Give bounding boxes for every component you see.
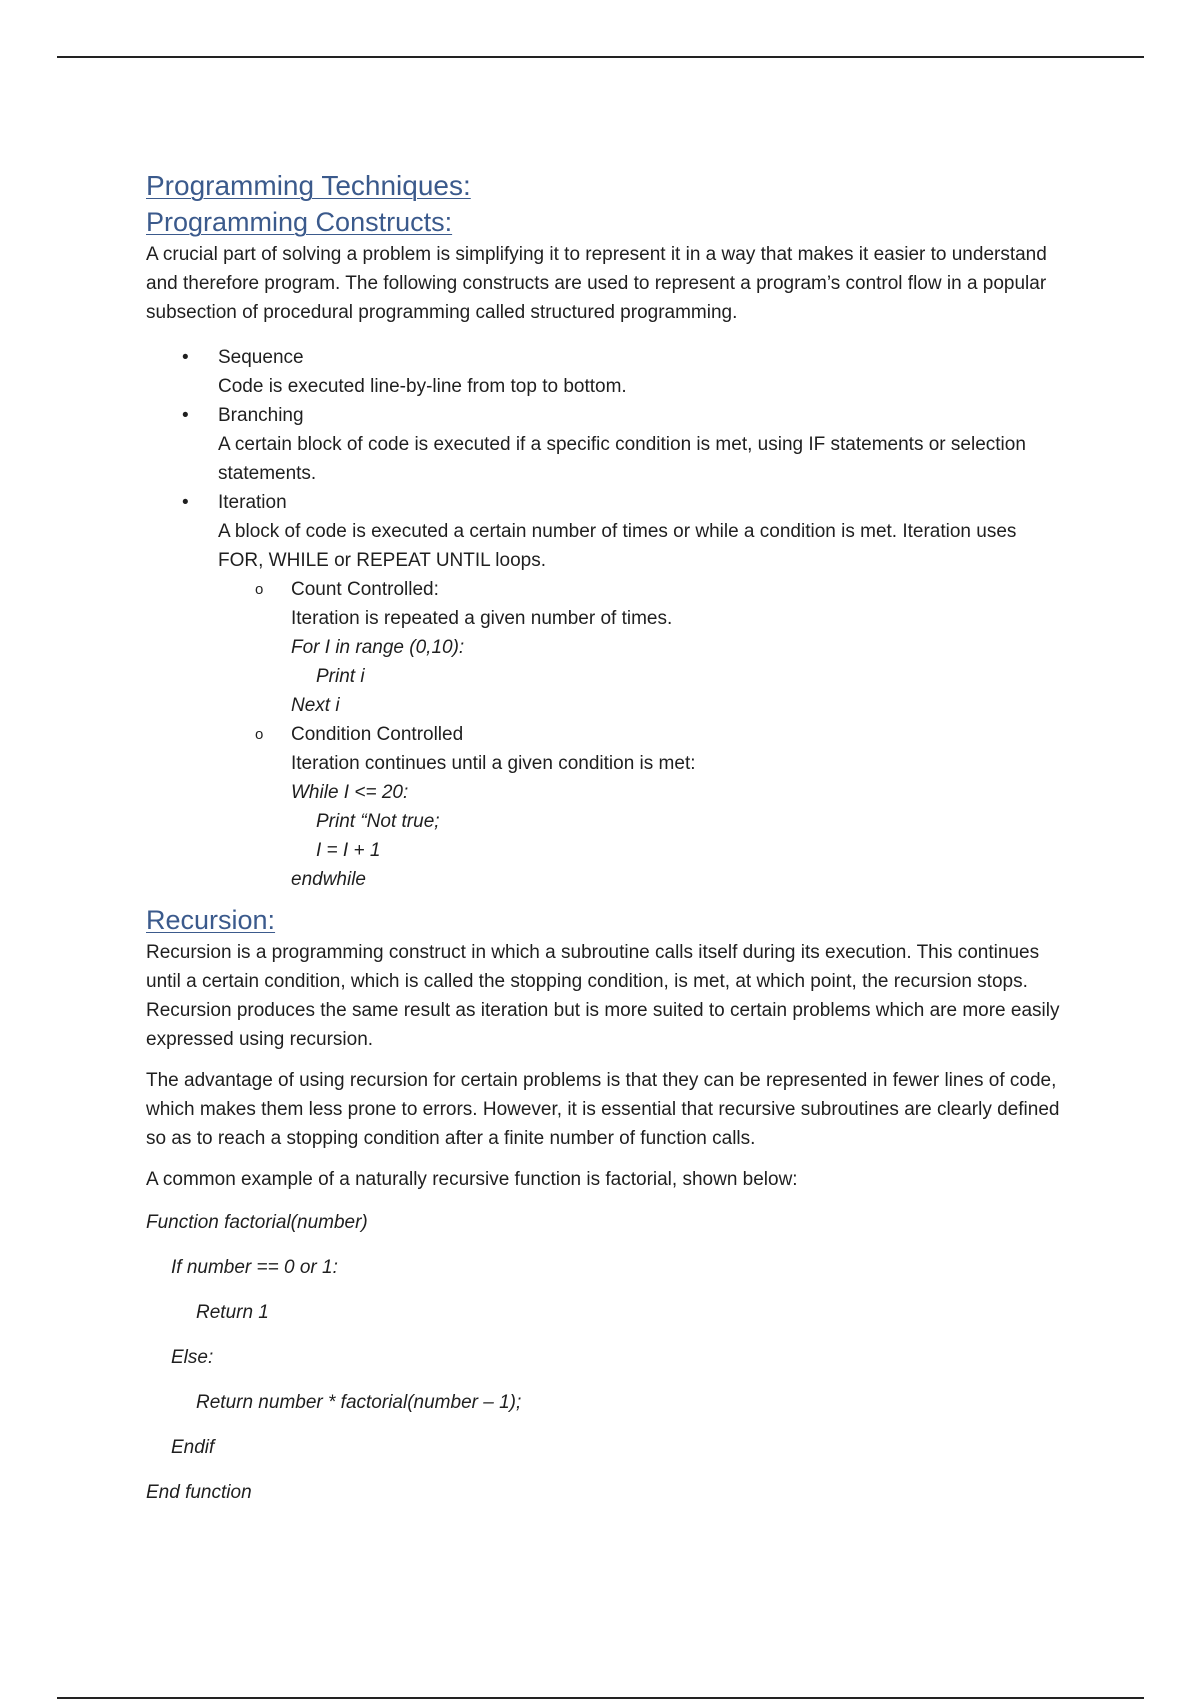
- code-line: Print i: [316, 666, 365, 687]
- document-body: [146, 168, 1066, 1507]
- list-item: [218, 575, 1066, 720]
- code-line: Return number * factorial(number – 1);: [196, 1392, 522, 1413]
- list-item: [146, 401, 1066, 488]
- code-line: While I <= 20:: [291, 782, 409, 803]
- section-heading-recursion: Recursion:: [146, 905, 276, 935]
- construct-name: Iteration: [218, 492, 287, 513]
- iteration-type-desc: Iteration is repeated a given number of times.: [291, 608, 673, 629]
- bullet-icon: •: [182, 405, 189, 426]
- recursion-paragraph-3: A common example of a naturally recursive function is factorial, shown below:: [146, 1169, 798, 1190]
- code-line: For I in range (0,10):: [291, 637, 465, 658]
- bullet-icon: •: [182, 347, 189, 368]
- construct-name: Sequence: [218, 347, 304, 368]
- code-line: Return 1: [196, 1302, 269, 1323]
- iteration-type-desc: Iteration continues until a given condition is met:: [291, 753, 696, 774]
- intro-paragraph: A crucial part of solving a problem is simplifying it to represent it in a way that makes it easier to understand and therefore program. The following constructs are used to represent a program’s control flow in a popular subsection of procedural programming called structured programming.: [146, 244, 1047, 323]
- code-line: Endif: [171, 1437, 215, 1458]
- iteration-types-list: [218, 575, 1066, 894]
- code-line: I = I + 1: [316, 840, 381, 861]
- iteration-type-name: Condition Controlled: [291, 724, 464, 745]
- code-line: Next i: [291, 695, 340, 716]
- section-heading-constructs: Programming Constructs:: [146, 207, 453, 237]
- page-title: Programming Techniques:: [146, 170, 471, 201]
- construct-desc: A block of code is executed a certain number of times or while a condition is met. Iteration uses FOR, WHILE or REPEAT UNTIL loops.: [218, 521, 1017, 571]
- code-line: endwhile: [291, 869, 366, 890]
- code-line: End function: [146, 1482, 252, 1503]
- footer-rule: [57, 1697, 1144, 1699]
- code-line: If number == 0 or 1:: [171, 1257, 338, 1278]
- constructs-list: [146, 343, 1066, 894]
- code-line: Function factorial(number): [146, 1212, 368, 1233]
- construct-name: Branching: [218, 405, 304, 426]
- bullet-icon: •: [182, 492, 189, 513]
- list-item: [146, 488, 1066, 894]
- circle-bullet-icon: o: [255, 581, 264, 598]
- recursion-paragraph-2: The advantage of using recursion for certain problems is that they can be represented in fewer lines of code, which makes them less prone to errors. However, it is essential that recursive subroutines are clearly defined so as to reach a stopping condition after a finite number of function calls.: [146, 1070, 1060, 1149]
- header-rule: [57, 56, 1144, 58]
- list-item: [218, 720, 1066, 894]
- iteration-type-name: Count Controlled:: [291, 579, 439, 600]
- construct-desc: A certain block of code is executed if a specific condition is met, using IF statements or selection statements.: [218, 434, 1026, 484]
- code-line: Print “Not true;: [316, 811, 440, 832]
- list-item: [146, 343, 1066, 401]
- circle-bullet-icon: o: [255, 726, 264, 743]
- construct-desc: Code is executed line-by-line from top to bottom.: [218, 376, 627, 397]
- recursion-paragraph-1: Recursion is a programming construct in which a subroutine calls itself during its execution. This continues until a certain condition, which is called the stopping condition, is met, at which point, the recursion stops. Recursion produces the same result as iteration but is more suited to certain problems which are more easily expressed using recursion.: [146, 942, 1060, 1050]
- code-line: Else:: [171, 1347, 214, 1368]
